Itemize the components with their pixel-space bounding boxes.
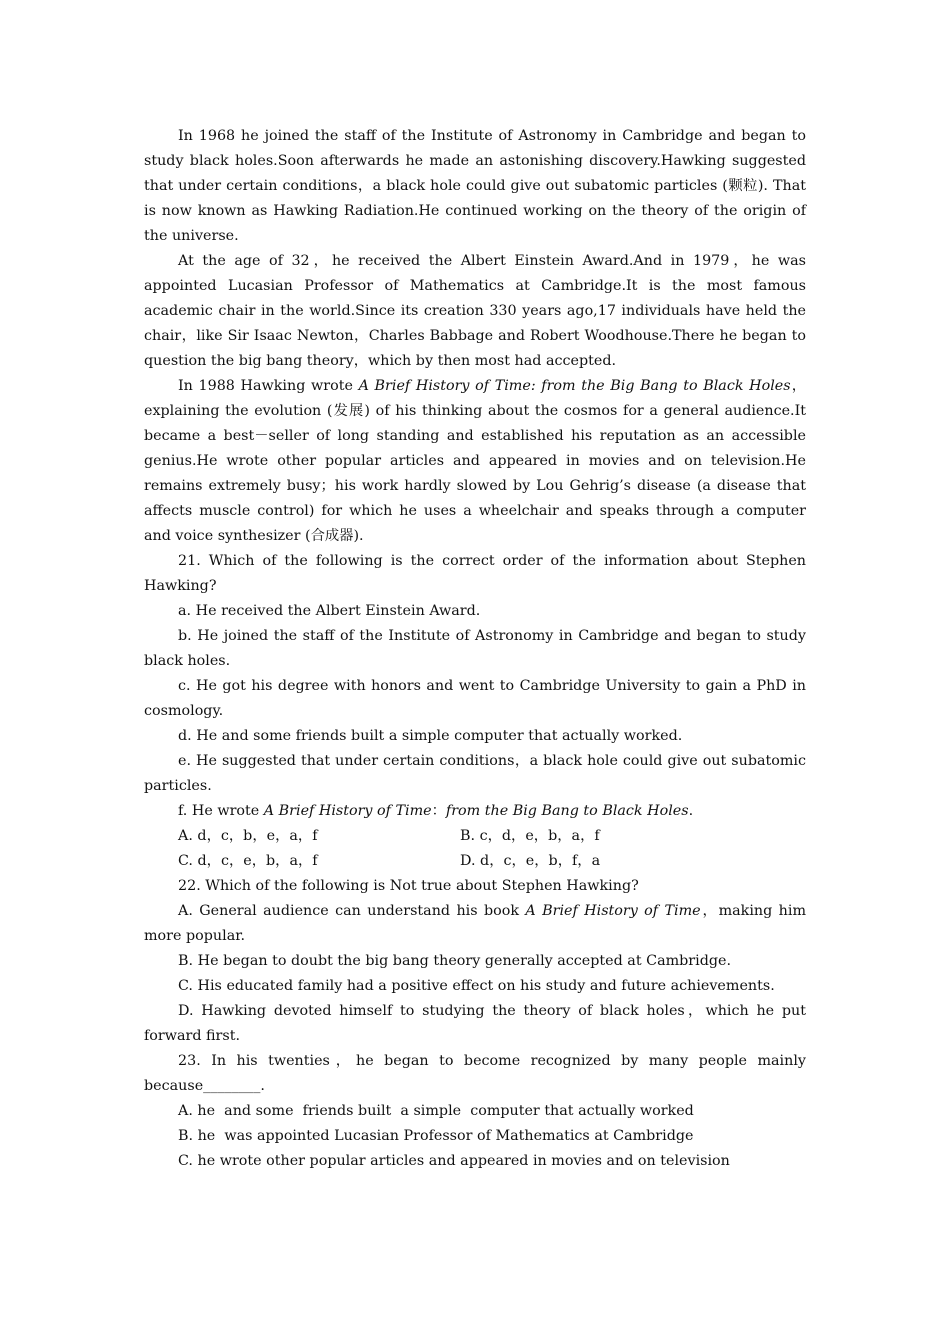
- option-a-suffix: ，making him more popular.: [144, 903, 806, 944]
- paragraph-3-intro: In 1988 Hawking wrote: [178, 378, 359, 394]
- item-f-prefix: f. He wrote: [178, 803, 264, 819]
- book-title: A Brief History of Time: from the Big Bang to Black Holes: [358, 378, 791, 394]
- question-21-options-row-1: [144, 824, 806, 849]
- option-d[interactable]: D. d，c，e，b，f，a: [460, 853, 601, 869]
- item-f-colon: ：: [431, 803, 446, 819]
- question-21-item-a: a. He received the Albert Einstein Award.: [178, 603, 481, 619]
- question-23-option-c[interactable]: C. he wrote other popular articles and appeared in movies and on television: [178, 1153, 730, 1169]
- item-f-subtitle: from the Big Bang to Black Holes: [445, 803, 689, 819]
- question-21-item-b: b. He joined the staff of the Institute of Astronomy in Cambridge and began to study black holes.: [144, 628, 806, 669]
- option-a-prefix: A. General audience can understand his book: [178, 903, 526, 919]
- option-b[interactable]: B. c，d，e，b，a，f: [460, 828, 600, 844]
- question-21-item-f: [144, 799, 806, 824]
- question-23-option-a[interactable]: A. he and some friends built a simple computer that actually worked: [178, 1103, 694, 1119]
- option-c[interactable]: C. d，c，e，b，a，f: [178, 853, 318, 869]
- question-21-stem: 21. Which of the following is the correct order of the information about Stephen Hawking?: [144, 553, 806, 594]
- question-22: [144, 874, 806, 1049]
- question-22-option-d[interactable]: D. Hawking devoted himself to studying the theory of black holes，which he put forward first.: [144, 1003, 806, 1044]
- question-22-option-a[interactable]: [144, 899, 806, 949]
- question-21-item-e: e. He suggested that under certain conditions，a black hole could give out subatomic particles.: [144, 753, 806, 794]
- passage-paragraph-3: [144, 374, 806, 549]
- question-23: [144, 1049, 806, 1174]
- passage-paragraph-1: In 1968 he joined the staff of the Institute of Astronomy in Cambridge and began to study black holes.Soon afterwards he made an astonishing discovery.Hawking suggested that under certain conditions，a black hole could give out subatomic particles (颗粒). That is now known as Hawking Radiation.He continued working on the theory of the origin of the universe.: [144, 128, 806, 244]
- document-page: [144, 124, 806, 1174]
- paragraph-3-body: ，explaining the evolution (发展) of his thinking about the cosmos for a general audience.It became a best－seller of long standing and established his reputation as an accessible genius.He wrote other popular articles and appeared in movies and on television.He remains extremely busy；his work hardly slowed by Lou Gehrig’s disease (a disease that affects muscle control) for which he uses a wheelchair and speaks through a computer and voice synthesizer (合成器).: [144, 378, 806, 544]
- item-f-title: A Brief History of Time: [263, 803, 432, 819]
- question-22-stem: 22. Which of the following is Not true about Stephen Hawking?: [178, 878, 639, 894]
- option-a[interactable]: A. d，c，b，e，a，f: [178, 828, 318, 844]
- question-23-stem: 23. In his twenties，he began to become recognized by many people mainly because________.: [144, 1053, 806, 1094]
- question-22-option-b[interactable]: B. He began to doubt the big bang theory generally accepted at Cambridge.: [178, 953, 732, 969]
- question-21-item-c: c. He got his degree with honors and went to Cambridge University to gain a PhD in cosmology.: [144, 678, 806, 719]
- question-21-item-d: d. He and some friends built a simple computer that actually worked.: [178, 728, 683, 744]
- question-21-options-row-2: [144, 849, 806, 874]
- item-f-end: .: [688, 803, 694, 819]
- question-21: [144, 549, 806, 874]
- question-22-option-c[interactable]: C. His educated family had a positive effect on his study and future achievements.: [178, 978, 775, 994]
- question-23-option-b[interactable]: B. he was appointed Lucasian Professor of Mathematics at Cambridge: [178, 1128, 694, 1144]
- option-a-book-title: A Brief History of Time: [525, 903, 701, 919]
- passage-paragraph-2: At the age of 32，he received the Albert Einstein Award.And in 1979，he was appointed Lucasian Professor of Mathematics at Cambridge.It is the most famous academic chair in the world.Since its creation 330 years ago,17 individuals have held the chair，like Sir Isaac Newton，Charles Babbage and Robert Woodhouse.There he began to question the big bang theory，which by then most had accepted.: [144, 253, 806, 369]
